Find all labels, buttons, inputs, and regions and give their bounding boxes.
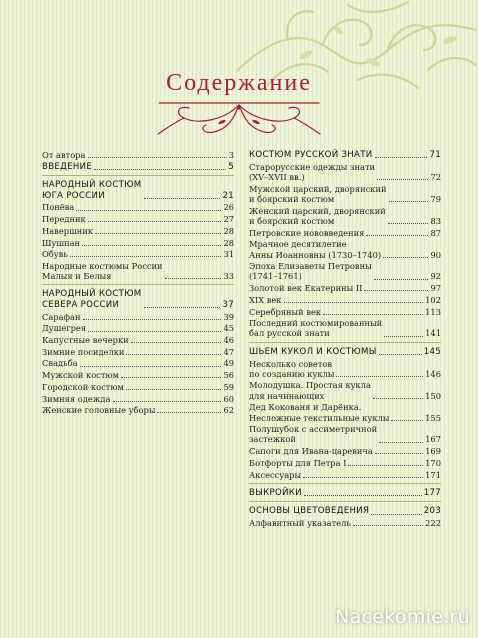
- toc-page-number: 170: [425, 457, 441, 468]
- dot-leader: [375, 157, 428, 158]
- dot-leader: [126, 389, 221, 390]
- toc-entry-title: Петровские нововведения: [249, 227, 365, 238]
- dot-leader: [284, 302, 424, 303]
- toc-entry[interactable]: [249, 318, 441, 338]
- toc-entry[interactable]: [249, 162, 441, 182]
- toc-page-number: 97: [430, 283, 441, 294]
- toc-entry[interactable]: [42, 312, 234, 322]
- toc-section-entry[interactable]: [42, 162, 234, 172]
- section-divider: [249, 483, 441, 484]
- toc-page-number: 45: [223, 323, 234, 334]
- toc-entry[interactable]: [249, 359, 441, 379]
- toc-entry[interactable]: [249, 295, 441, 305]
- toc-entry[interactable]: [249, 458, 441, 468]
- toc-entry[interactable]: [249, 402, 441, 422]
- dot-leader: [126, 354, 221, 355]
- toc-entry-title: Городской костюм: [42, 381, 124, 392]
- watermark: Nacekomie.ru: [335, 606, 470, 628]
- dot-leader: [88, 157, 227, 158]
- toc-page-number: 90: [430, 249, 441, 260]
- toc-page-number: 3: [228, 150, 234, 160]
- toc-right-column: [249, 150, 441, 530]
- toc-page-number: 87: [430, 227, 441, 238]
- toc-entry-title: Сарафан: [42, 311, 81, 322]
- toc-section-entry[interactable]: [249, 488, 441, 498]
- toc-page-number: 37: [222, 299, 234, 310]
- dot-leader: [113, 401, 222, 402]
- toc-entry-title: Мужской костюм: [42, 370, 120, 381]
- dot-leader: [88, 221, 222, 222]
- toc-entry-title: Народные костюмы России Малыя и Белыя: [42, 260, 163, 282]
- toc-entry-title: Передник: [42, 214, 86, 225]
- toc-entry-title: Полушубок с ассиметричной застежкой: [249, 424, 378, 445]
- toc-entry[interactable]: [42, 358, 234, 368]
- toc-entry-title: Шушпан: [42, 237, 81, 248]
- toc-entry-title: НАРОДНЫЙ КОСТЮМ СЕВЕРА РОССИИ: [42, 289, 142, 310]
- toc-section-entry[interactable]: [249, 347, 441, 357]
- dot-leader: [70, 256, 222, 257]
- toc-page-number: 71: [429, 150, 441, 160]
- toc-page-number: 102: [425, 294, 441, 305]
- toc-entry-title: Алфавитный указатель: [249, 518, 351, 529]
- toc-entry-title: Дед Кокованя и Дарёнка. Несложные текстильные куклы: [249, 402, 390, 423]
- dot-leader: [304, 495, 422, 496]
- toc-entry[interactable]: [249, 446, 441, 456]
- toc-entry-title: Женские головные уборы: [42, 405, 156, 416]
- dot-leader: [88, 331, 221, 332]
- toc-page-number: 155: [425, 412, 441, 423]
- toc-entry-title: ОСНОВЫ ЦВЕТОВЕДЕНИЯ: [249, 506, 370, 517]
- toc-entry-title: Обувь: [42, 249, 68, 260]
- dot-leader: [388, 223, 429, 224]
- toc-page-number: 28: [223, 225, 234, 236]
- toc-entry-title: Женский царский, дворянский и боярский костюм: [249, 205, 386, 226]
- toc-section-entry[interactable]: [42, 289, 234, 310]
- toc-page-number: 145: [423, 346, 441, 357]
- title-flourish-icon: [154, 100, 324, 138]
- toc-entry-title: Ботфорты для Петра I: [249, 457, 347, 468]
- toc-entry[interactable]: [249, 206, 441, 226]
- toc-entry-title: Зимняя одежда: [42, 393, 111, 404]
- dot-leader: [379, 442, 423, 443]
- dot-leader: [364, 290, 428, 291]
- toc-entry[interactable]: [249, 283, 441, 293]
- dot-leader: [374, 279, 429, 280]
- dot-leader: [165, 278, 222, 279]
- dot-leader: [348, 465, 423, 466]
- dot-leader: [391, 420, 423, 421]
- toc-page-number: 59: [223, 381, 234, 392]
- dot-leader: [80, 366, 222, 367]
- toc-section-entry[interactable]: [249, 506, 441, 516]
- dot-leader: [323, 314, 423, 315]
- dot-leader: [371, 514, 421, 515]
- dot-leader: [144, 198, 221, 199]
- toc-page-number: 49: [223, 358, 234, 369]
- toc-entry-title: Понёва: [42, 202, 75, 213]
- toc-page-number: 72: [430, 172, 441, 183]
- toc-entry-title: Эпоха Елизаветы Петровны (1741–1761): [249, 261, 372, 282]
- toc-entry-title: От автора: [42, 150, 86, 160]
- toc-page-number: 62: [223, 405, 234, 416]
- toc-page-number: 92: [430, 271, 441, 282]
- toc-entry[interactable]: [42, 249, 234, 259]
- toc-page-number: 31: [223, 249, 234, 260]
- toc-page-number: 56: [223, 370, 234, 381]
- toc-entry[interactable]: [42, 202, 234, 212]
- toc-entry[interactable]: [42, 405, 234, 415]
- dot-leader: [94, 169, 226, 170]
- toc-entry[interactable]: [42, 335, 234, 345]
- toc-entry-title: Навершник: [42, 225, 94, 236]
- toc-entry[interactable]: [42, 150, 234, 160]
- page-title: Содержание: [166, 70, 312, 96]
- toc-left-column: [42, 150, 234, 417]
- dot-leader: [383, 257, 428, 258]
- toc-entry-title: Мужской царский, дворянский и боярский костюм: [249, 183, 387, 205]
- toc-entry[interactable]: [42, 214, 234, 224]
- dot-leader: [336, 376, 423, 377]
- toc-entry-title: Зимние посиделки: [42, 346, 125, 357]
- toc-entry[interactable]: [249, 239, 441, 259]
- section-divider: [42, 284, 234, 285]
- toc-entry[interactable]: [249, 424, 441, 444]
- dot-leader: [373, 398, 423, 399]
- toc-page-number: 47: [223, 346, 234, 357]
- toc-entry-title: ВЫКРОЙКИ: [249, 487, 302, 498]
- toc-entry-title: ВВЕДЕНИЕ: [42, 161, 93, 172]
- toc-entry-title: Старорусские одежды знати (XV–XVII вв.): [249, 161, 376, 183]
- toc-page-number: 26: [223, 202, 234, 213]
- toc-page-number: 141: [425, 328, 441, 339]
- toc-entry[interactable]: [249, 380, 441, 400]
- toc-entry-title: ШЬЕМ КУКОЛ И КОСТЮМЫ: [249, 346, 377, 357]
- dot-leader: [389, 201, 429, 202]
- dot-leader: [121, 377, 221, 378]
- toc-page-number: 83: [430, 215, 441, 226]
- toc-page-number: 27: [223, 214, 234, 225]
- section-divider: [42, 175, 234, 176]
- toc-page-number: 169: [425, 446, 441, 457]
- toc-page-number: 203: [423, 506, 441, 517]
- dot-leader: [379, 354, 422, 355]
- toc-page-number: 167: [425, 434, 441, 445]
- dot-leader: [366, 235, 428, 236]
- dot-leader: [375, 453, 423, 454]
- dot-leader: [303, 477, 423, 478]
- dot-leader: [76, 210, 221, 211]
- toc-entry-title: Сапоги для Ивана-царевича: [249, 446, 373, 457]
- toc-entry[interactable]: [249, 184, 441, 204]
- toc-section-entry[interactable]: [249, 150, 441, 160]
- toc-entry-title: Свадьба: [42, 358, 78, 369]
- toc-entry[interactable]: [249, 261, 441, 281]
- toc-entry[interactable]: [42, 238, 234, 248]
- toc-page-number: 79: [430, 194, 441, 205]
- dot-leader: [353, 525, 423, 526]
- toc-entry-title: Аксессуары: [249, 469, 302, 480]
- toc-entry-title: Молодушка. Простая кукла для начинающих: [249, 380, 371, 401]
- toc-page-number: 60: [223, 393, 234, 404]
- toc-entry[interactable]: [42, 323, 234, 333]
- section-divider: [249, 501, 441, 502]
- toc-page-number: 39: [223, 311, 234, 322]
- toc-entry[interactable]: [42, 394, 234, 404]
- toc-page-number: 5: [228, 161, 234, 172]
- toc-page-number: 146: [425, 368, 441, 379]
- toc-page-number: 177: [423, 487, 441, 498]
- dot-leader: [157, 412, 221, 413]
- dot-leader: [131, 342, 222, 343]
- dot-leader: [95, 233, 221, 234]
- toc-page-number: 33: [223, 271, 234, 282]
- toc-page-number: 222: [425, 518, 441, 529]
- toc-entry[interactable]: [42, 261, 234, 281]
- toc-section-entry[interactable]: [42, 180, 234, 201]
- toc-entry[interactable]: [249, 470, 441, 480]
- toc-page-number: 21: [222, 190, 234, 201]
- dot-leader: [384, 336, 423, 337]
- toc-entry[interactable]: [42, 382, 234, 392]
- toc-entry-title: Душегрея: [42, 323, 87, 334]
- dot-leader: [144, 307, 221, 308]
- toc-entry[interactable]: [42, 347, 234, 357]
- section-divider: [249, 342, 441, 343]
- toc-entry-title: КОСТЮМ РУССКОЙ ЗНАТИ: [249, 150, 373, 160]
- toc-entry[interactable]: [249, 518, 441, 528]
- dot-leader: [83, 319, 222, 320]
- dot-leader: [377, 179, 428, 180]
- toc-page-number: 171: [425, 469, 441, 480]
- toc-entry-title: Несколько советов по созданию куклы: [249, 358, 335, 379]
- toc-entry-title: Последний костюмированный бал русской знати: [249, 318, 383, 339]
- toc-entry-title: Мрачное десятилетие Анны Иоанновны (1730–1740): [249, 239, 382, 260]
- toc-entry-title: Золотой век Екатерины II: [249, 283, 363, 294]
- toc-entry-title: Серебряный век: [249, 306, 322, 317]
- toc-page-number: 28: [223, 237, 234, 248]
- toc-entry[interactable]: [42, 370, 234, 380]
- toc-entry[interactable]: [42, 226, 234, 236]
- toc-page-number: 113: [425, 306, 441, 317]
- toc-page-number: 150: [425, 390, 441, 401]
- toc-page-number: 46: [223, 335, 234, 346]
- toc-entry[interactable]: [249, 307, 441, 317]
- toc-entry-title: НАРОДНЫЙ КОСТЮМ ЮГА РОССИИ: [42, 180, 142, 201]
- toc-entry-title: Капустные вечерки: [42, 335, 129, 346]
- toc-entry[interactable]: [249, 228, 441, 238]
- dot-leader: [82, 245, 221, 246]
- toc-entry-title: XIX век: [249, 294, 282, 305]
